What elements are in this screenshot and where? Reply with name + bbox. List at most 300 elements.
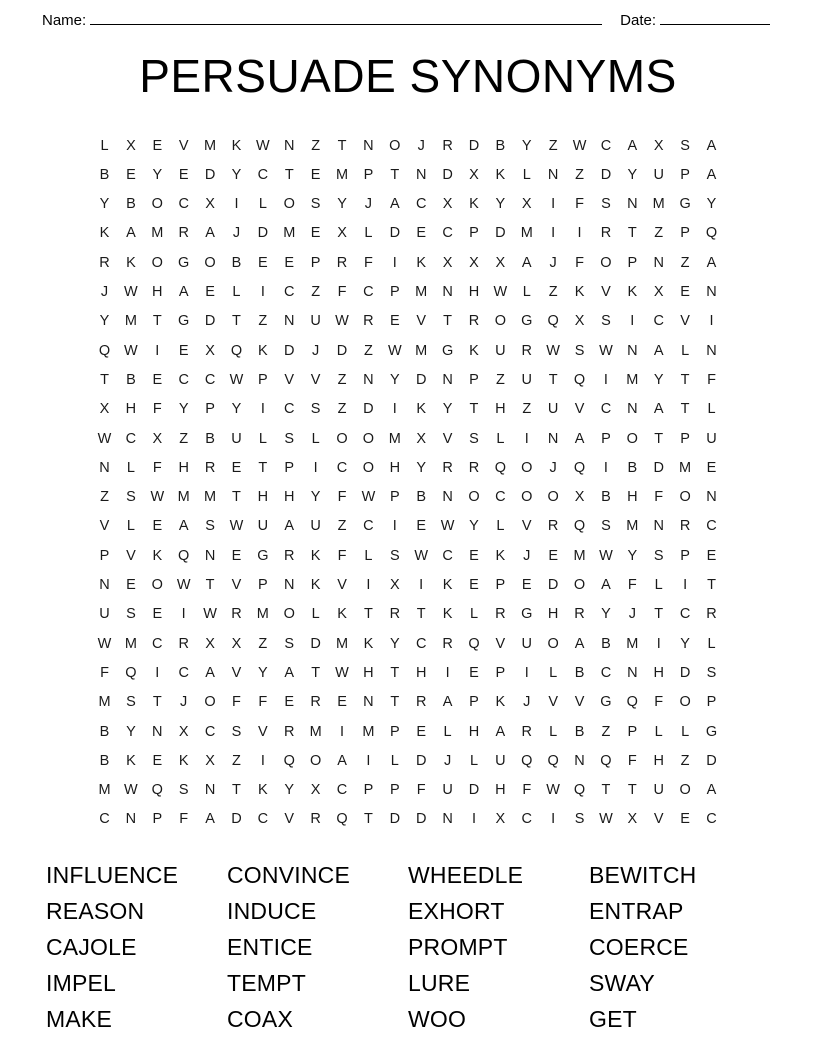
grid-cell[interactable]: W (124, 284, 138, 301)
grid-cell[interactable]: H (125, 401, 137, 418)
grid-cell[interactable]: Z (337, 518, 347, 535)
grid-cell[interactable]: U (99, 606, 110, 623)
grid-cell[interactable]: J (549, 459, 557, 476)
grid-cell[interactable]: T (654, 606, 664, 623)
grid-cell[interactable]: X (521, 196, 532, 213)
grid-cell[interactable]: L (126, 518, 135, 535)
grid-cell[interactable]: C (204, 723, 216, 740)
grid-cell[interactable]: T (363, 606, 373, 623)
grid-cell[interactable]: C (442, 225, 453, 242)
grid-cell[interactable]: M (335, 166, 349, 183)
grid-cell[interactable]: P (680, 547, 690, 564)
grid-cell[interactable]: R (204, 459, 216, 476)
grid-cell[interactable]: K (337, 606, 347, 623)
grid-cell[interactable]: J (312, 342, 320, 359)
grid-cell[interactable]: E (178, 342, 189, 359)
grid-cell[interactable]: M (151, 225, 164, 242)
grid-cell[interactable]: P (495, 664, 506, 681)
grid-cell[interactable]: D (204, 166, 216, 183)
grid-cell[interactable]: C (679, 606, 691, 623)
grid-cell[interactable]: D (231, 811, 242, 828)
grid-cell[interactable]: R (468, 459, 480, 476)
grid-cell[interactable]: C (178, 196, 189, 213)
grid-cell[interactable]: O (679, 694, 691, 711)
grid-cell[interactable]: K (310, 547, 321, 564)
grid-cell[interactable]: V (521, 518, 532, 535)
grid-cell[interactable]: I (181, 606, 186, 623)
grid-cell[interactable]: O (309, 752, 322, 769)
grid-cell[interactable]: F (152, 459, 162, 476)
grid-cell[interactable]: R (310, 694, 321, 711)
grid-cell[interactable]: U (442, 782, 453, 799)
grid-cell[interactable]: H (468, 723, 480, 740)
grid-cell[interactable]: I (551, 225, 556, 242)
grid-cell[interactable]: T (232, 489, 241, 506)
grid-cell[interactable]: T (152, 694, 162, 711)
grid-cell[interactable]: G (521, 313, 533, 330)
grid-cell[interactable]: W (493, 284, 508, 301)
grid-cell[interactable]: B (574, 664, 585, 681)
grid-cell[interactable]: U (521, 371, 532, 388)
grid-cell[interactable]: S (574, 342, 585, 359)
grid-cell[interactable]: H (627, 489, 638, 506)
grid-cell[interactable]: R (521, 342, 532, 359)
grid-cell[interactable]: Y (416, 459, 427, 476)
grid-cell[interactable]: E (178, 166, 189, 183)
grid-cell[interactable]: D (415, 811, 427, 828)
grid-cell[interactable]: E (469, 547, 479, 564)
grid-cell[interactable]: Z (680, 254, 690, 271)
grid-cell[interactable]: Y (231, 401, 242, 418)
grid-cell[interactable]: D (336, 342, 348, 359)
grid-cell[interactable]: B (416, 489, 427, 506)
grid-cell[interactable]: X (442, 254, 453, 271)
grid-cell[interactable]: A (521, 254, 532, 271)
grid-cell[interactable]: Q (600, 752, 612, 769)
grid-cell[interactable]: C (600, 664, 612, 681)
grid-cell[interactable]: E (680, 284, 690, 301)
grid-cell[interactable]: V (284, 371, 295, 388)
grid-cell[interactable]: J (180, 694, 188, 711)
grid-cell[interactable]: E (310, 225, 321, 242)
grid-cell[interactable]: A (389, 196, 400, 213)
grid-cell[interactable]: S (601, 196, 611, 213)
grid-cell[interactable]: Z (232, 752, 241, 769)
grid-cell[interactable]: G (178, 313, 190, 330)
grid-cell[interactable]: K (416, 254, 427, 271)
grid-cell[interactable]: A (205, 225, 215, 242)
grid-cell[interactable]: U (257, 518, 269, 535)
grid-cell[interactable]: R (284, 547, 295, 564)
grid-cell[interactable]: B (574, 723, 585, 740)
grid-cell[interactable]: T (469, 401, 479, 418)
grid-cell[interactable]: P (99, 547, 110, 564)
grid-cell[interactable]: Z (548, 284, 558, 301)
grid-cell[interactable]: I (551, 196, 556, 213)
grid-cell[interactable]: N (204, 782, 216, 799)
grid-cell[interactable]: X (99, 401, 110, 418)
grid-cell[interactable]: T (443, 313, 453, 330)
grid-cell[interactable]: F (522, 782, 532, 799)
grid-cell[interactable]: Q (283, 752, 295, 769)
grid-cell[interactable]: V (548, 694, 558, 711)
grid-cell[interactable]: W (176, 577, 191, 594)
grid-cell[interactable]: J (549, 254, 557, 271)
grid-cell[interactable]: F (416, 782, 426, 799)
grid-cell[interactable]: W (124, 782, 138, 799)
grid-cell[interactable]: N (574, 752, 585, 769)
grid-cell[interactable]: N (152, 723, 163, 740)
grid-cell[interactable]: M (362, 723, 375, 740)
grid-cell[interactable]: Y (310, 489, 321, 506)
grid-cell[interactable]: K (495, 694, 506, 711)
grid-cell[interactable]: X (152, 430, 163, 447)
grid-cell[interactable]: C (257, 166, 269, 183)
grid-cell[interactable]: W (387, 342, 402, 359)
grid-cell[interactable]: V (284, 811, 295, 828)
grid-cell[interactable]: V (416, 313, 427, 330)
grid-cell[interactable]: N (284, 577, 295, 594)
grid-cell[interactable]: P (469, 225, 479, 242)
grid-cell[interactable]: C (600, 401, 612, 418)
grid-cell[interactable]: L (126, 459, 135, 476)
grid-cell[interactable]: H (653, 752, 664, 769)
grid-cell[interactable]: Z (258, 635, 268, 652)
grid-cell[interactable]: N (627, 664, 638, 681)
grid-cell[interactable]: T (100, 371, 109, 388)
grid-cell[interactable]: E (337, 694, 347, 711)
grid-cell[interactable]: I (524, 430, 529, 447)
grid-cell[interactable]: W (546, 782, 560, 799)
grid-cell[interactable]: V (337, 577, 347, 594)
grid-cell[interactable]: L (522, 284, 531, 301)
grid-cell[interactable]: C (706, 518, 717, 535)
grid-cell[interactable]: Z (601, 723, 611, 740)
name-input-line[interactable] (90, 10, 602, 25)
grid-cell[interactable]: M (177, 489, 190, 506)
grid-cell[interactable]: Q (125, 664, 137, 681)
grid-cell[interactable]: N (442, 284, 453, 301)
grid-cell[interactable]: L (654, 723, 663, 740)
grid-cell[interactable]: I (260, 284, 265, 301)
grid-cell[interactable]: R (547, 518, 559, 535)
grid-cell[interactable]: I (340, 723, 345, 740)
grid-cell[interactable]: O (521, 489, 533, 506)
grid-cell[interactable]: R (495, 606, 506, 623)
grid-cell[interactable]: Q (230, 342, 243, 359)
grid-cell[interactable]: P (389, 489, 400, 506)
grid-cell[interactable]: M (98, 782, 111, 799)
grid-cell[interactable]: I (313, 459, 318, 476)
grid-cell[interactable]: P (627, 254, 638, 271)
grid-cell[interactable]: K (416, 401, 427, 418)
grid-cell[interactable]: Z (337, 401, 347, 418)
grid-cell[interactable]: B (99, 752, 110, 769)
grid-cell[interactable]: N (99, 459, 110, 476)
grid-cell[interactable]: U (653, 782, 664, 799)
grid-cell[interactable]: V (99, 518, 110, 535)
grid-cell[interactable]: G (178, 254, 190, 271)
grid-cell[interactable]: V (258, 723, 268, 740)
grid-cell[interactable]: N (706, 342, 717, 359)
grid-cell[interactable]: S (178, 782, 189, 799)
grid-cell[interactable]: E (258, 254, 268, 271)
grid-cell[interactable]: S (310, 196, 321, 213)
grid-cell[interactable]: V (601, 284, 611, 301)
grid-cell[interactable]: C (284, 284, 295, 301)
grid-cell[interactable]: A (653, 401, 664, 418)
grid-cell[interactable]: W (599, 342, 613, 359)
grid-cell[interactable]: U (706, 430, 717, 447)
grid-cell[interactable]: M (124, 313, 137, 330)
grid-cell[interactable]: L (311, 430, 320, 447)
grid-cell[interactable]: B (126, 371, 136, 388)
grid-cell[interactable]: B (601, 635, 611, 652)
grid-cell[interactable]: C (442, 547, 453, 564)
grid-cell[interactable]: E (205, 284, 215, 301)
grid-cell[interactable]: E (152, 606, 163, 623)
grid-cell[interactable]: H (468, 284, 480, 301)
grid-cell[interactable]: L (549, 723, 558, 740)
grid-cell[interactable]: O (362, 430, 375, 447)
grid-cell[interactable]: D (547, 577, 559, 594)
grid-cell[interactable]: Q (494, 459, 506, 476)
grid-cell[interactable]: J (523, 694, 531, 711)
grid-cell[interactable]: O (204, 694, 216, 711)
grid-cell[interactable]: I (260, 401, 265, 418)
grid-cell[interactable]: W (229, 371, 244, 388)
grid-cell[interactable]: C (336, 459, 348, 476)
grid-cell[interactable]: T (654, 430, 664, 447)
grid-cell[interactable]: F (100, 664, 109, 681)
grid-cell[interactable]: V (653, 811, 664, 828)
grid-cell[interactable]: E (469, 577, 479, 594)
grid-cell[interactable]: Q (151, 782, 163, 799)
grid-cell[interactable]: K (442, 577, 453, 594)
grid-cell[interactable]: V (178, 137, 189, 154)
grid-cell[interactable]: B (601, 489, 611, 506)
grid-cell[interactable]: C (521, 811, 532, 828)
grid-cell[interactable]: Z (363, 342, 373, 359)
grid-cell[interactable]: F (337, 489, 347, 506)
grid-cell[interactable]: W (124, 342, 138, 359)
grid-cell[interactable]: K (126, 752, 136, 769)
grid-cell[interactable]: H (363, 664, 374, 681)
grid-cell[interactable]: X (574, 489, 585, 506)
grid-cell[interactable]: J (417, 137, 425, 154)
grid-cell[interactable]: Z (680, 752, 690, 769)
grid-cell[interactable]: Y (126, 723, 136, 740)
grid-cell[interactable]: W (150, 489, 165, 506)
grid-cell[interactable]: D (204, 313, 216, 330)
grid-cell[interactable]: A (126, 225, 136, 242)
grid-cell[interactable]: C (600, 137, 612, 154)
grid-cell[interactable]: W (335, 313, 349, 330)
grid-cell[interactable]: W (97, 635, 112, 652)
grid-cell[interactable]: E (231, 547, 242, 564)
grid-cell[interactable]: Q (547, 752, 559, 769)
grid-cell[interactable]: P (680, 430, 690, 447)
grid-cell[interactable]: Z (575, 166, 584, 183)
grid-cell[interactable]: A (442, 694, 453, 711)
grid-cell[interactable]: E (416, 225, 427, 242)
grid-cell[interactable]: T (337, 137, 347, 154)
grid-cell[interactable]: P (389, 284, 400, 301)
grid-cell[interactable]: K (495, 547, 506, 564)
grid-cell[interactable]: Z (548, 137, 558, 154)
grid-cell[interactable]: W (546, 342, 560, 359)
grid-cell[interactable]: H (547, 606, 559, 623)
grid-cell[interactable]: U (310, 313, 321, 330)
grid-cell[interactable]: K (469, 196, 479, 213)
grid-cell[interactable]: K (258, 782, 268, 799)
grid-cell[interactable]: V (495, 635, 506, 652)
grid-cell[interactable]: B (205, 430, 215, 447)
grid-cell[interactable]: R (415, 694, 427, 711)
grid-cell[interactable]: F (575, 196, 584, 213)
grid-cell[interactable]: K (469, 342, 479, 359)
grid-cell[interactable]: E (469, 664, 479, 681)
grid-cell[interactable]: N (442, 489, 453, 506)
grid-cell[interactable]: S (706, 664, 717, 681)
grid-cell[interactable]: S (574, 811, 585, 828)
grid-cell[interactable]: S (389, 547, 400, 564)
grid-cell[interactable]: O (679, 782, 691, 799)
grid-cell[interactable]: U (653, 166, 664, 183)
grid-cell[interactable]: Q (336, 811, 348, 828)
grid-cell[interactable]: M (256, 606, 269, 623)
grid-cell[interactable]: J (523, 547, 531, 564)
grid-cell[interactable]: R (231, 606, 242, 623)
grid-cell[interactable]: V (574, 401, 585, 418)
grid-cell[interactable]: N (627, 342, 638, 359)
grid-cell[interactable]: L (654, 577, 663, 594)
grid-cell[interactable]: D (389, 811, 401, 828)
grid-cell[interactable]: O (283, 606, 295, 623)
grid-cell[interactable]: S (126, 606, 136, 623)
grid-cell[interactable]: F (232, 694, 241, 711)
grid-cell[interactable]: F (337, 547, 347, 564)
grid-cell[interactable]: S (680, 137, 690, 154)
grid-cell[interactable]: K (178, 752, 189, 769)
grid-cell[interactable]: C (415, 635, 427, 652)
grid-cell[interactable]: E (126, 577, 136, 594)
grid-cell[interactable]: L (522, 166, 531, 183)
grid-cell[interactable]: P (389, 782, 400, 799)
grid-cell[interactable]: I (603, 459, 608, 476)
grid-cell[interactable]: O (336, 430, 348, 447)
grid-cell[interactable]: A (653, 342, 664, 359)
grid-cell[interactable]: M (388, 430, 401, 447)
grid-cell[interactable]: N (363, 371, 374, 388)
grid-cell[interactable]: P (706, 694, 717, 711)
grid-cell[interactable]: S (205, 518, 215, 535)
grid-cell[interactable]: C (495, 489, 506, 506)
grid-cell[interactable]: D (653, 459, 664, 476)
grid-cell[interactable]: I (155, 664, 160, 681)
grid-cell[interactable]: P (495, 577, 506, 594)
grid-cell[interactable]: X (495, 254, 506, 271)
grid-cell[interactable]: X (337, 225, 347, 242)
grid-cell[interactable]: N (284, 137, 295, 154)
grid-cell[interactable]: L (258, 430, 267, 447)
grid-cell[interactable]: W (599, 811, 613, 828)
grid-cell[interactable]: F (654, 489, 664, 506)
grid-cell[interactable]: W (440, 518, 455, 535)
grid-cell[interactable]: S (469, 430, 479, 447)
grid-cell[interactable]: A (601, 577, 611, 594)
grid-cell[interactable]: R (679, 518, 691, 535)
grid-cell[interactable]: I (630, 313, 635, 330)
grid-cell[interactable]: W (256, 137, 270, 154)
grid-cell[interactable]: D (389, 225, 401, 242)
grid-cell[interactable]: E (152, 371, 163, 388)
grid-cell[interactable]: H (152, 284, 163, 301)
grid-cell[interactable]: P (310, 254, 321, 271)
grid-cell[interactable]: G (600, 694, 612, 711)
grid-cell[interactable]: A (706, 254, 717, 271)
grid-cell[interactable]: Y (284, 782, 295, 799)
grid-cell[interactable]: V (680, 313, 690, 330)
grid-cell[interactable]: L (707, 401, 716, 418)
grid-cell[interactable]: E (152, 752, 163, 769)
grid-cell[interactable]: I (366, 577, 371, 594)
grid-cell[interactable]: K (126, 254, 136, 271)
grid-cell[interactable]: M (626, 635, 639, 652)
grid-cell[interactable]: A (706, 166, 717, 183)
grid-cell[interactable]: N (547, 166, 559, 183)
grid-cell[interactable]: X (231, 635, 242, 652)
grid-cell[interactable]: R (706, 606, 717, 623)
grid-cell[interactable]: U (231, 430, 242, 447)
grid-cell[interactable]: A (706, 782, 717, 799)
grid-cell[interactable]: L (390, 752, 399, 769)
grid-cell[interactable]: O (600, 254, 612, 271)
grid-cell[interactable]: C (178, 371, 189, 388)
grid-cell[interactable]: X (653, 284, 664, 301)
grid-cell[interactable]: R (99, 254, 110, 271)
grid-cell[interactable]: N (363, 137, 374, 154)
grid-cell[interactable]: X (416, 430, 427, 447)
grid-cell[interactable]: O (151, 577, 163, 594)
grid-cell[interactable]: X (310, 782, 321, 799)
grid-cell[interactable]: K (442, 606, 453, 623)
grid-cell[interactable]: L (681, 342, 690, 359)
grid-cell[interactable]: X (469, 254, 479, 271)
grid-cell[interactable]: S (653, 547, 664, 564)
grid-cell[interactable]: A (627, 137, 638, 154)
grid-cell[interactable]: F (627, 577, 637, 594)
grid-cell[interactable]: K (627, 284, 638, 301)
grid-cell[interactable]: X (205, 196, 215, 213)
grid-cell[interactable]: T (232, 782, 241, 799)
grid-cell[interactable]: Z (654, 225, 664, 242)
grid-cell[interactable]: R (574, 606, 585, 623)
grid-cell[interactable]: O (151, 254, 163, 271)
grid-cell[interactable]: N (442, 371, 453, 388)
grid-cell[interactable]: J (364, 196, 373, 213)
grid-cell[interactable]: D (284, 342, 295, 359)
grid-cell[interactable]: E (416, 518, 427, 535)
grid-cell[interactable]: P (363, 782, 374, 799)
grid-cell[interactable]: M (626, 371, 639, 388)
grid-cell[interactable]: S (310, 401, 321, 418)
grid-cell[interactable]: E (706, 547, 717, 564)
grid-cell[interactable]: X (469, 166, 479, 183)
grid-cell[interactable]: Y (258, 664, 268, 681)
grid-cell[interactable]: Q (573, 782, 586, 799)
grid-cell[interactable]: E (152, 137, 163, 154)
